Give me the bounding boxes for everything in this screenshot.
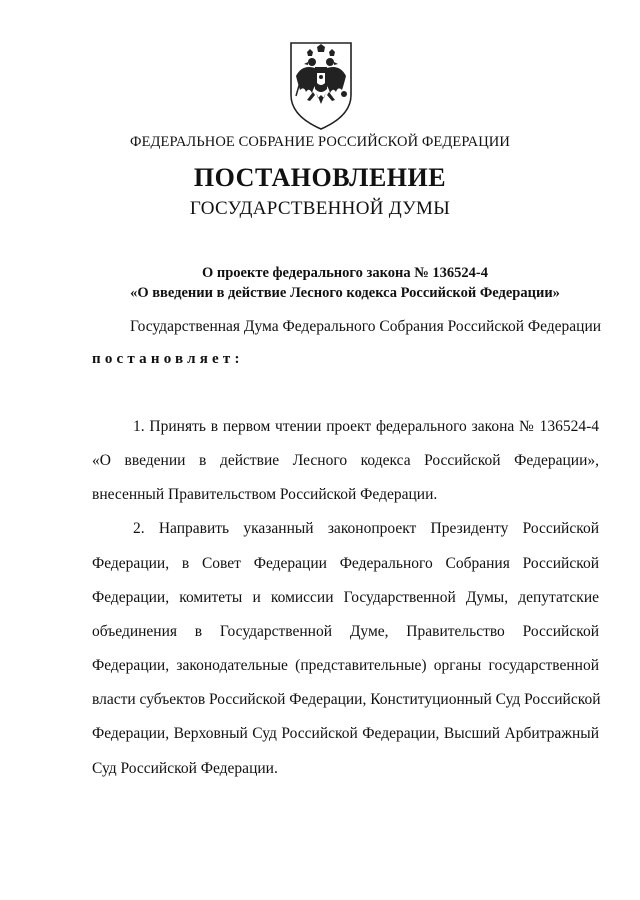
item-2-line: 2. Направить указанный законопроект Президенту Российской [133, 520, 599, 537]
document-subject [0, 263, 640, 303]
item-1-line: 1. Принять в первом чтении проект федерального закона № 136524-4 [133, 418, 599, 435]
organization-title: ФЕДЕРАЛЬНОЕ СОБРАНИЕ РОССИЙСКОЙ ФЕДЕРАЦИИ [130, 134, 510, 150]
item-2-line: Федерации, комитеты и комиссии Государственной Думы, депутатские [92, 589, 599, 606]
item-2-line: Федерации, законодательные (представительные) органы государственной [92, 657, 599, 674]
subject-line: «О введении в действие Лесного кодекса Российской Федерации» [130, 285, 560, 301]
subject-line: О проекте федерального закона № 136524-4 [201, 265, 489, 281]
document-issuer: ГОСУДАРСТВЕННОЙ ДУМЫ [189, 198, 451, 219]
item-2-line: Федерации, в Совет Федерации Федерального Собрания Российской [92, 555, 599, 572]
item-2-line: объединения в Государственной Думе, Правительство Российской [92, 623, 599, 640]
item-1-line: внесенный Правительством Российской Федерации. [92, 486, 438, 503]
item-2-line: Суд Российской Федерации. [92, 760, 278, 777]
resolves-text: постановляет: [92, 351, 244, 367]
coat-of-arms-icon [288, 40, 354, 132]
document-type: ПОСТАНОВЛЕНИЕ [193, 163, 447, 192]
item-1-line: «О введении в действие Лесного кодекса Российской Федерации», [92, 452, 599, 469]
item-2-line: власти субъектов Российской Федерации, Конституционный Суд Российской [92, 691, 601, 708]
item-2-line: Федерации, Верховный Суд Российской Федерации, Высший Арбитражный [92, 725, 599, 742]
preamble-text: Государственная Дума Федерального Собрания Российской Федерации [130, 318, 602, 335]
